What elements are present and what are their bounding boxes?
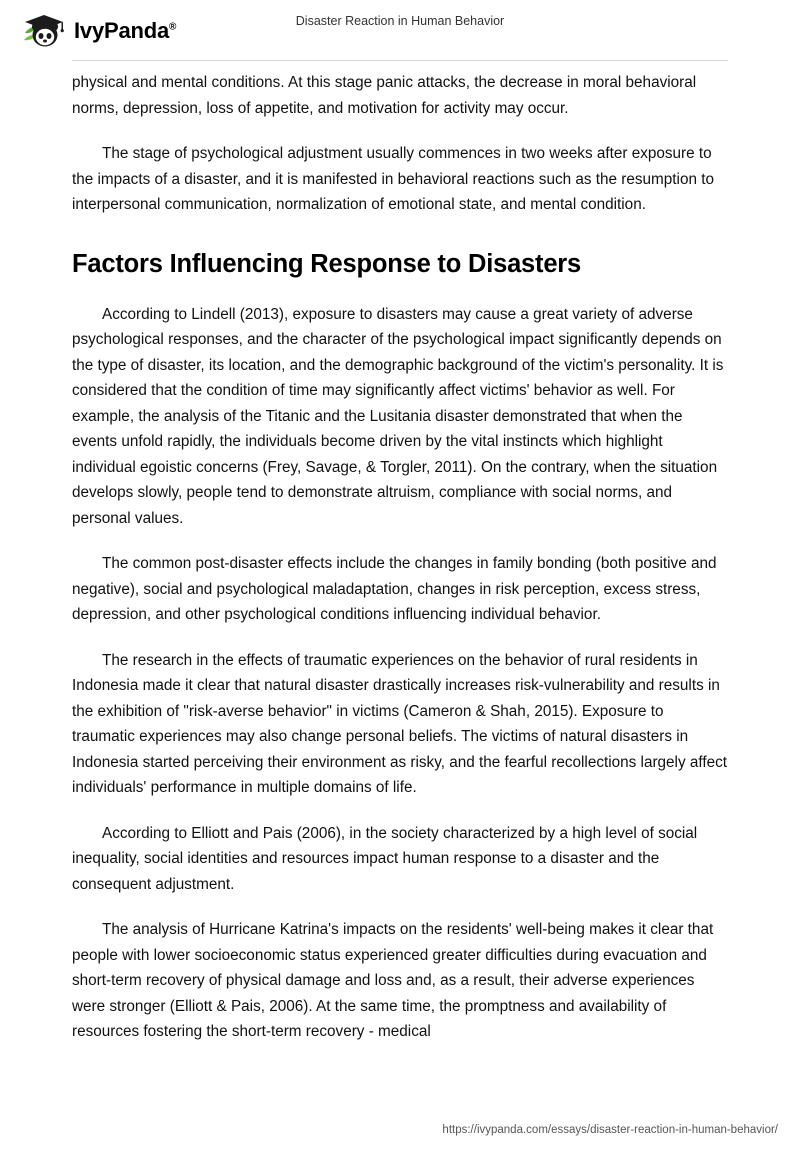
paragraph: The stage of psychological adjustment usually commences in two weeks after exposure to the impacts of a disaster, and it is manifested in behavioral reactions such as the resumption to interpersonal communication, normalization of emotional state, and mental condition. [72,145,714,213]
registered-mark: ® [169,21,177,33]
section-heading: Factors Influencing Response to Disasters [72,249,582,278]
paragraph: The analysis of Hurricane Katrina's impacts on the residents' well-being makes it clear that people with lower socioeconomic status experienced greater difficulties during evacuation and short-term recovery of physical damage and loss and, as a result, their adverse experiences were stronger (Elliott & Pais, 2006). At the same time, the promptness and availability of resources fostering the short-term recovery - medical [72,921,714,1040]
document-body [72,70,728,1065]
paragraph: According to Lindell (2013), exposure to disasters may cause a great variety of adverse psychological responses, and the character of the psychological impact significantly depends on the type of disaster, its location, and the demographic background of the victim's personality. It is considered that the condition of time may significantly affect victims' behavior as well. For example, the analysis of the Titanic and the Lusitania disaster demonstrated that when the events unfold rapidly, the individuals become driven by the vital instincts which highlight individual egoistic concerns (Frey, Savage, & Torgler, 2011). On the contrary, when the situation develops slowly, people tend to demonstrate altruism, compliance with social norms, and personal values. [72,305,724,527]
footer-url[interactable]: https://ivypanda.com/essays/disaster-reaction-in-human-behavior/ [442,1124,778,1136]
paragraph: physical and mental conditions. At this stage panic attacks, the decrease in moral behavioral norms, depression, loss of appetite, and motivation for activity may occur. [72,74,697,117]
header-divider [72,60,728,61]
paragraph: The common post-disaster effects include the changes in family bonding (both positive and negative), social and psychological maladaptation, changes in risk perception, excess stress, depression, and other psychological conditions influencing individual behavior. [72,555,717,623]
document-title: Disaster Reaction in Human Behavior [295,14,505,28]
page-header [0,0,800,62]
paragraph: According to Elliott and Pais (2006), in the society characterized by a high level of social inequality, social identities and resources impact human response to a disaster and the consequent adjustment. [72,824,698,893]
paragraph: The research in the effects of traumatic experiences on the behavior of rural residents in Indonesia made it clear that natural disaster drastically increases risk-vulnerability and results in the exhibition of "risk-averse behavior" in victims (Cameron & Shah, 2015). Exposure to traumatic experiences may also change personal beliefs. The victims of natural disasters in Indonesia started perceiving their environment as risky, and the fearful recollections largely affect individuals' performance in multiple domains of life. [72,651,727,796]
brand-name: IvyPanda® [74,18,177,43]
